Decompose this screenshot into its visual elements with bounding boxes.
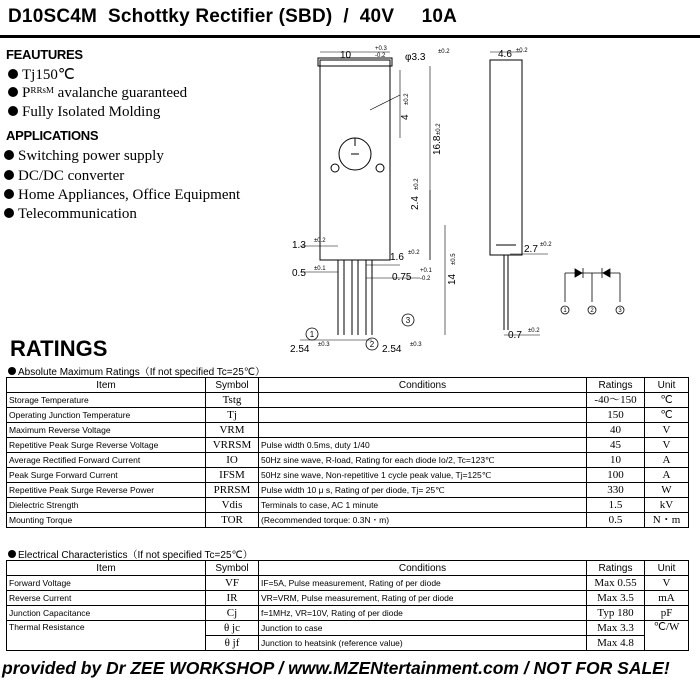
- side-view-body: [490, 60, 522, 255]
- table-row: Reverse Current IR VR=VRM, Pulse measurement, Rating of per diode Max 3.5 mA: [7, 591, 689, 606]
- bullet-icon: [4, 208, 14, 218]
- svg-text:1.6: 1.6: [390, 252, 404, 263]
- col-header: Symbol: [206, 561, 259, 576]
- svg-text:2.54: 2.54: [290, 344, 310, 355]
- svg-text:2.7: 2.7: [524, 244, 538, 255]
- svg-text:16.8: 16.8: [432, 135, 443, 155]
- table-row: Storage Temperature Tstg -40～150 ℃: [7, 393, 689, 408]
- table-row: Maximum Reverse Voltage VRM 40 V: [7, 423, 689, 438]
- application-item: DC/DC converter: [4, 168, 124, 185]
- svg-text:14: 14: [447, 273, 458, 285]
- package-body-outline: [320, 60, 390, 260]
- application-item: Switching power supply: [4, 148, 164, 165]
- bullet-icon: [4, 150, 14, 160]
- elec-caption: Electrical Characteristics（If not specified Tc=25℃）: [8, 546, 253, 561]
- features-heading: FEAUTURES: [6, 47, 83, 62]
- col-header: Item: [7, 378, 206, 393]
- svg-text:±0.3: ±0.3: [318, 342, 330, 348]
- svg-text:10: 10: [340, 50, 352, 61]
- package-top-edge: [318, 58, 392, 66]
- svg-text:4.6: 4.6: [498, 49, 512, 60]
- col-header: Unit: [645, 378, 689, 393]
- bullet-icon: [8, 550, 16, 558]
- applications-heading: APPLICATIONS: [6, 128, 99, 143]
- col-header: Unit: [645, 561, 689, 576]
- svg-text:0.75: 0.75: [392, 272, 412, 283]
- svg-text:1.3: 1.3: [292, 240, 306, 251]
- table-header-row: [7, 378, 689, 393]
- svg-text:±0.2: ±0.2: [436, 123, 442, 135]
- svg-text:-0.2: -0.2: [420, 276, 431, 282]
- footer-credit: provided by Dr ZEE WORKSHOP / www.MZENtertainment.com / NOT FOR SALE!: [2, 658, 670, 678]
- svg-text:2: 2: [369, 340, 375, 349]
- title-rule: [0, 35, 700, 38]
- table-row: Forward Voltage VF IF=5A, Pulse measurement, Rating of per diode Max 0.55 V: [7, 576, 689, 591]
- svg-text:+0.1: +0.1: [420, 268, 432, 274]
- table-row: Repetitive Peak Surge Reverse Power PRRSM Pulse width 10 μ s, Rating of per diode, Tj= 25℃ 330 W: [7, 483, 689, 498]
- ejector-mark: [331, 164, 339, 172]
- svg-text:2.4: 2.4: [410, 196, 421, 210]
- svg-text:2.54: 2.54: [382, 344, 402, 355]
- bullet-icon: [8, 87, 18, 97]
- col-header: Item: [7, 561, 206, 576]
- application-item: Telecommunication: [4, 206, 137, 223]
- table-row: Repetitive Peak Surge Reverse Voltage VRRSM Pulse width 0.5ms, duty 1/40 45 V: [7, 438, 689, 453]
- ratings-heading: RATINGS: [10, 336, 108, 361]
- svg-text:0.7: 0.7: [508, 330, 522, 341]
- abs-caption: Absolute Maximum Ratings（If not specified Tc=25℃）: [8, 363, 265, 378]
- svg-text:±0.2: ±0.2: [314, 238, 326, 244]
- elec-characteristics-table: [6, 560, 689, 651]
- feature-item: Fully Isolated Molding: [8, 104, 160, 121]
- table-row: θ jf Junction to heatsink (reference value) Max 4.8: [7, 636, 689, 651]
- table-row: Dielectric Strength Vdis Terminals to case, AC 1 minute 1.5 kV: [7, 498, 689, 513]
- svg-text:1: 1: [563, 308, 567, 314]
- svg-text:±0.2: ±0.2: [540, 242, 552, 248]
- col-header: Ratings: [587, 378, 645, 393]
- svg-text:1: 1: [309, 330, 315, 339]
- svg-text:0.5: 0.5: [292, 268, 306, 279]
- svg-text:±0.2: ±0.2: [438, 49, 450, 55]
- application-item: Home Appliances, Office Equipment: [4, 187, 240, 204]
- ejector-mark: [376, 164, 384, 172]
- svg-text:±0.2: ±0.2: [408, 250, 420, 256]
- col-header: Symbol: [206, 378, 259, 393]
- svg-text:2: 2: [590, 308, 594, 314]
- svg-text:+0.3: +0.3: [375, 46, 387, 52]
- col-header: Conditions: [259, 378, 587, 393]
- table-row: Junction Capacitance Cj f=1MHz, VR=10V, Rating of per diode Typ 180 pF: [7, 606, 689, 621]
- bullet-icon: [8, 367, 16, 375]
- svg-text:±0.2: ±0.2: [528, 328, 540, 334]
- table-row: Thermal Resistance θ jc Junction to case Max 3.3 ℃/W: [7, 621, 689, 636]
- table-row: Operating Junction Temperature Tj 150 ℃: [7, 408, 689, 423]
- svg-text:3: 3: [405, 316, 411, 325]
- page-title: D10SC4M Schottky Rectifier (SBD) / 40V 10A: [8, 6, 458, 27]
- feature-item: Pᴿᴿˢᴹ avalanche guaranteed: [8, 85, 187, 102]
- table-header-row: [7, 561, 689, 576]
- package-drawing: [280, 40, 700, 360]
- abs-ratings-table: [6, 377, 689, 528]
- svg-text:±0.3: ±0.3: [410, 342, 422, 348]
- svg-text:±0.2: ±0.2: [414, 178, 420, 190]
- svg-text:-0.2: -0.2: [375, 53, 386, 59]
- svg-text:4: 4: [400, 114, 411, 120]
- svg-text:φ3.3: φ3.3: [405, 52, 426, 63]
- col-header: Ratings: [587, 561, 645, 576]
- svg-text:3: 3: [618, 308, 622, 314]
- feature-item: Tj150℃: [8, 65, 75, 84]
- bullet-icon: [4, 170, 14, 180]
- svg-text:±0.5: ±0.5: [451, 253, 457, 265]
- bullet-icon: [8, 106, 18, 116]
- svg-text:±0.2: ±0.2: [404, 93, 410, 105]
- bullet-icon: [4, 189, 14, 199]
- svg-text:±0.2: ±0.2: [516, 48, 528, 54]
- table-row: Peak Surge Forward Current IFSM 50Hz sine wave, Non-repetitive 1 cycle peak value, Tj=125℃ 100 A: [7, 468, 689, 483]
- bullet-icon: [8, 69, 18, 79]
- svg-text:±0.1: ±0.1: [314, 266, 326, 272]
- table-row: Average Rectified Forward Current IO 50Hz sine wave, R-load, Rating for each diode Io/2, Tc=123℃ 10 A: [7, 453, 689, 468]
- col-header: Conditions: [259, 561, 587, 576]
- table-row: Mounting Torque TOR (Recommended torque: 0.3N・m) 0.5 N・m: [7, 513, 689, 528]
